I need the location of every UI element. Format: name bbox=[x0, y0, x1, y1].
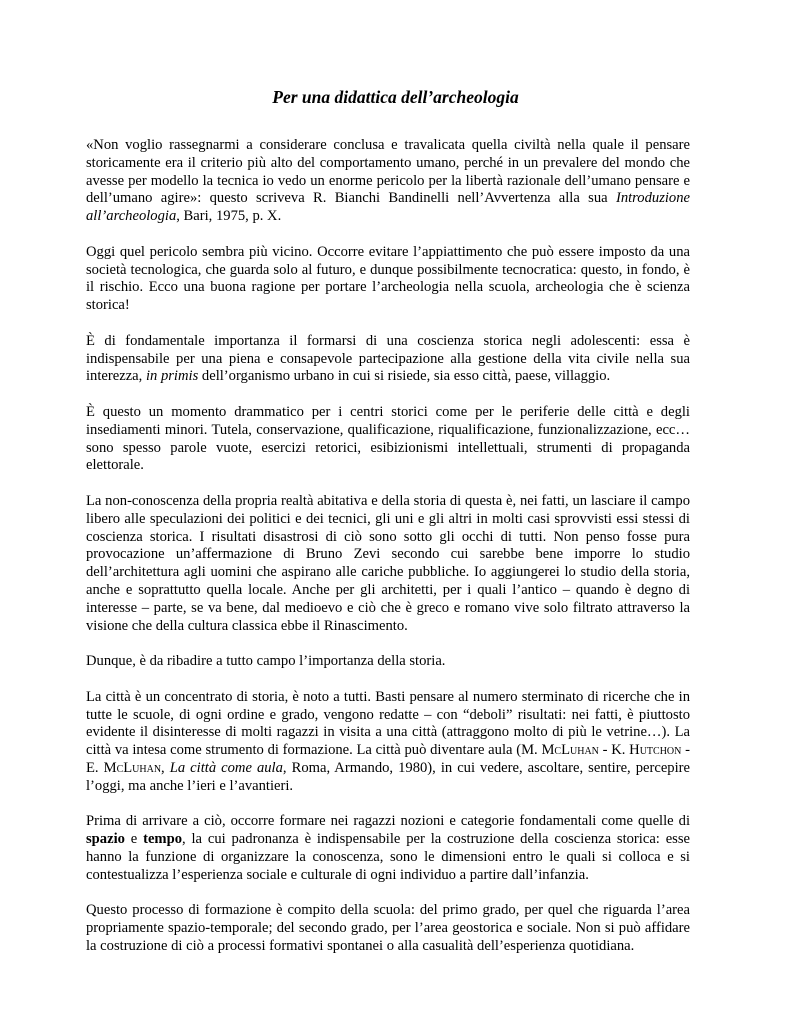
paragraph-6: Dunque, è da ribadire a tutto campo l’importanza della storia. bbox=[86, 653, 446, 670]
paragraph-1-tail: , Bari, 1975, p. X. bbox=[176, 208, 282, 225]
book-title-introduzione: Introduzione all’archeologia bbox=[86, 190, 690, 225]
paragraph-3-tail: dell’organismo urbano in cui si risiede, sia esso città, paese, villaggio. bbox=[198, 368, 611, 385]
paragraph-7-tail: , Roma, Armando, 1980), in cui vedere, ascoltare, sentire, percepire l’oggi, ma anche l’ieri e l’avantieri. bbox=[86, 759, 690, 794]
bold-tempo: tempo bbox=[143, 831, 182, 848]
paragraph-3 bbox=[86, 333, 690, 386]
author-separator: - K. bbox=[598, 742, 630, 759]
paragraph-9: Questo processo di formazione è compito della scuola: del primo grado, per quel che riguarda l’area propriamente spazio-temporale; del secondo grado, per l’area geostorica e sociale. Non si può affidare la costruzione di ciò a processi formativi spontanei o alla casualità dell’esperienza quotidiana. bbox=[86, 902, 690, 954]
paragraph-8-tail: , la cui padronanza è indispensabile per la costruzione della coscienza storica: esse hanno la funzione di organizzare la conoscenza, sono le dimensioni entro le quali si colloca e si contestualizza l’esperienza sociale e culturale di ogni individuo a partire dall’infanzia. bbox=[86, 831, 691, 883]
author-mcluhan-e: McLuhan bbox=[103, 759, 162, 776]
paragraph-8-text: Prima di arrivare a ciò, occorre formare nei ragazzi nozioni e categorie fondamentali come quelle di bbox=[86, 813, 690, 830]
book-title-citta-come-aula: La città come aula bbox=[169, 759, 283, 776]
paragraph-8 bbox=[86, 813, 690, 884]
paragraph-7 bbox=[86, 689, 690, 796]
author-hutchon: Hutchon bbox=[629, 742, 682, 759]
author-mcluhan-m: McLuhan bbox=[541, 742, 599, 759]
document-body bbox=[86, 137, 690, 973]
paragraph-5: La non-conoscenza della propria realtà abitativa e della storia di questa è, nei fatti, un lasciare il campo libero alle speculazioni dei politici e dei tecnici, gli uni e gli altri in molti casi sprovvisti essi stessi di coscienza storica. I risultati disastrosi di ciò sono sotto gli occhi di tutti. Non penso fosse pura provocazione un’affermazione di Bruno Zevi secondo cui sarebbe bene imporre lo studio dell’architettura agli uomini che aspirano alle cariche pubbliche. Io aggiungerei lo studio della storia, anche e soprattutto quella locale. Anche per gli architetti, per i quali l’antico – quando è degno di interesse – parte, se va bene, dal medioevo e ciò che è greco e romano vive solo filtrato attraverso la visione che della cultura classica ebbe il Rinascimento. bbox=[86, 492, 690, 634]
paragraph-1-text: «Non voglio rassegnarmi a considerare conclusa e travalicata quella civiltà nella quale il pensare storicamente era il criterio più alto del comportamento umano, perché in un prevalere del mondo che avesse per modello la tecnica io vedo un enorme pericolo per la libertà razionale dell’umano pensare e dell’umano agire»: questo scriveva R. Bianchi Bandinelli nell’Avvertenza alla sua bbox=[86, 137, 690, 207]
author-comma: , bbox=[161, 759, 170, 776]
paragraph-1 bbox=[86, 137, 690, 226]
paragraph-3-text: È di fondamentale importanza il formarsi di una coscienza storica negli adolescenti: essa è indispensabile per una piena e consapevole partecipazione alla gestione della vita civile nella sua interezza, bbox=[86, 332, 690, 385]
conjunction-e: e bbox=[124, 831, 144, 848]
bold-spazio: spazio bbox=[86, 831, 125, 848]
document-title: Per una didattica dell’archeologia bbox=[272, 87, 519, 107]
author-separator-2: - E. bbox=[86, 742, 690, 776]
paragraph-4: È questo un momento drammatico per i centri storici come per le periferie delle città e degli insediamenti minori. Tutela, conservazione, qualificazione, riqualificazione, funzionalizzazione, ecc… sono spesso parole vuote, esercizi retorici, esibizionismi intellettuali, strumenti di propaganda elettorale. bbox=[86, 403, 690, 474]
paragraph-2: Oggi quel pericolo sembra più vicino. Occorre evitare l’appiattimento che può essere imposto da una società tecnologica, che guarda solo al futuro, e dunque possibilmente tecnocratica: questo, in fondo, è il rischio. Ecco una buona ragione per portare l’archeologia nella scuola, archeologia che è scienza storica! bbox=[86, 243, 690, 314]
paragraph-7-text: La città è un concentrato di storia, è noto a tutti. Basti pensare al numero sterminato di ricerche che in tutte le scuole, di ogni ordine e grado, vengono redatte – con “deboli” risultati: nei fatti, è piuttosto evidente il disinteresse di molti ragazzi in visita a una città (attraggono molto di più le vetrine…). La città va intesa come strumento di formazione. La città può diventare aula (M. bbox=[86, 688, 690, 759]
emphasis-in-primis: in primis bbox=[145, 368, 199, 385]
